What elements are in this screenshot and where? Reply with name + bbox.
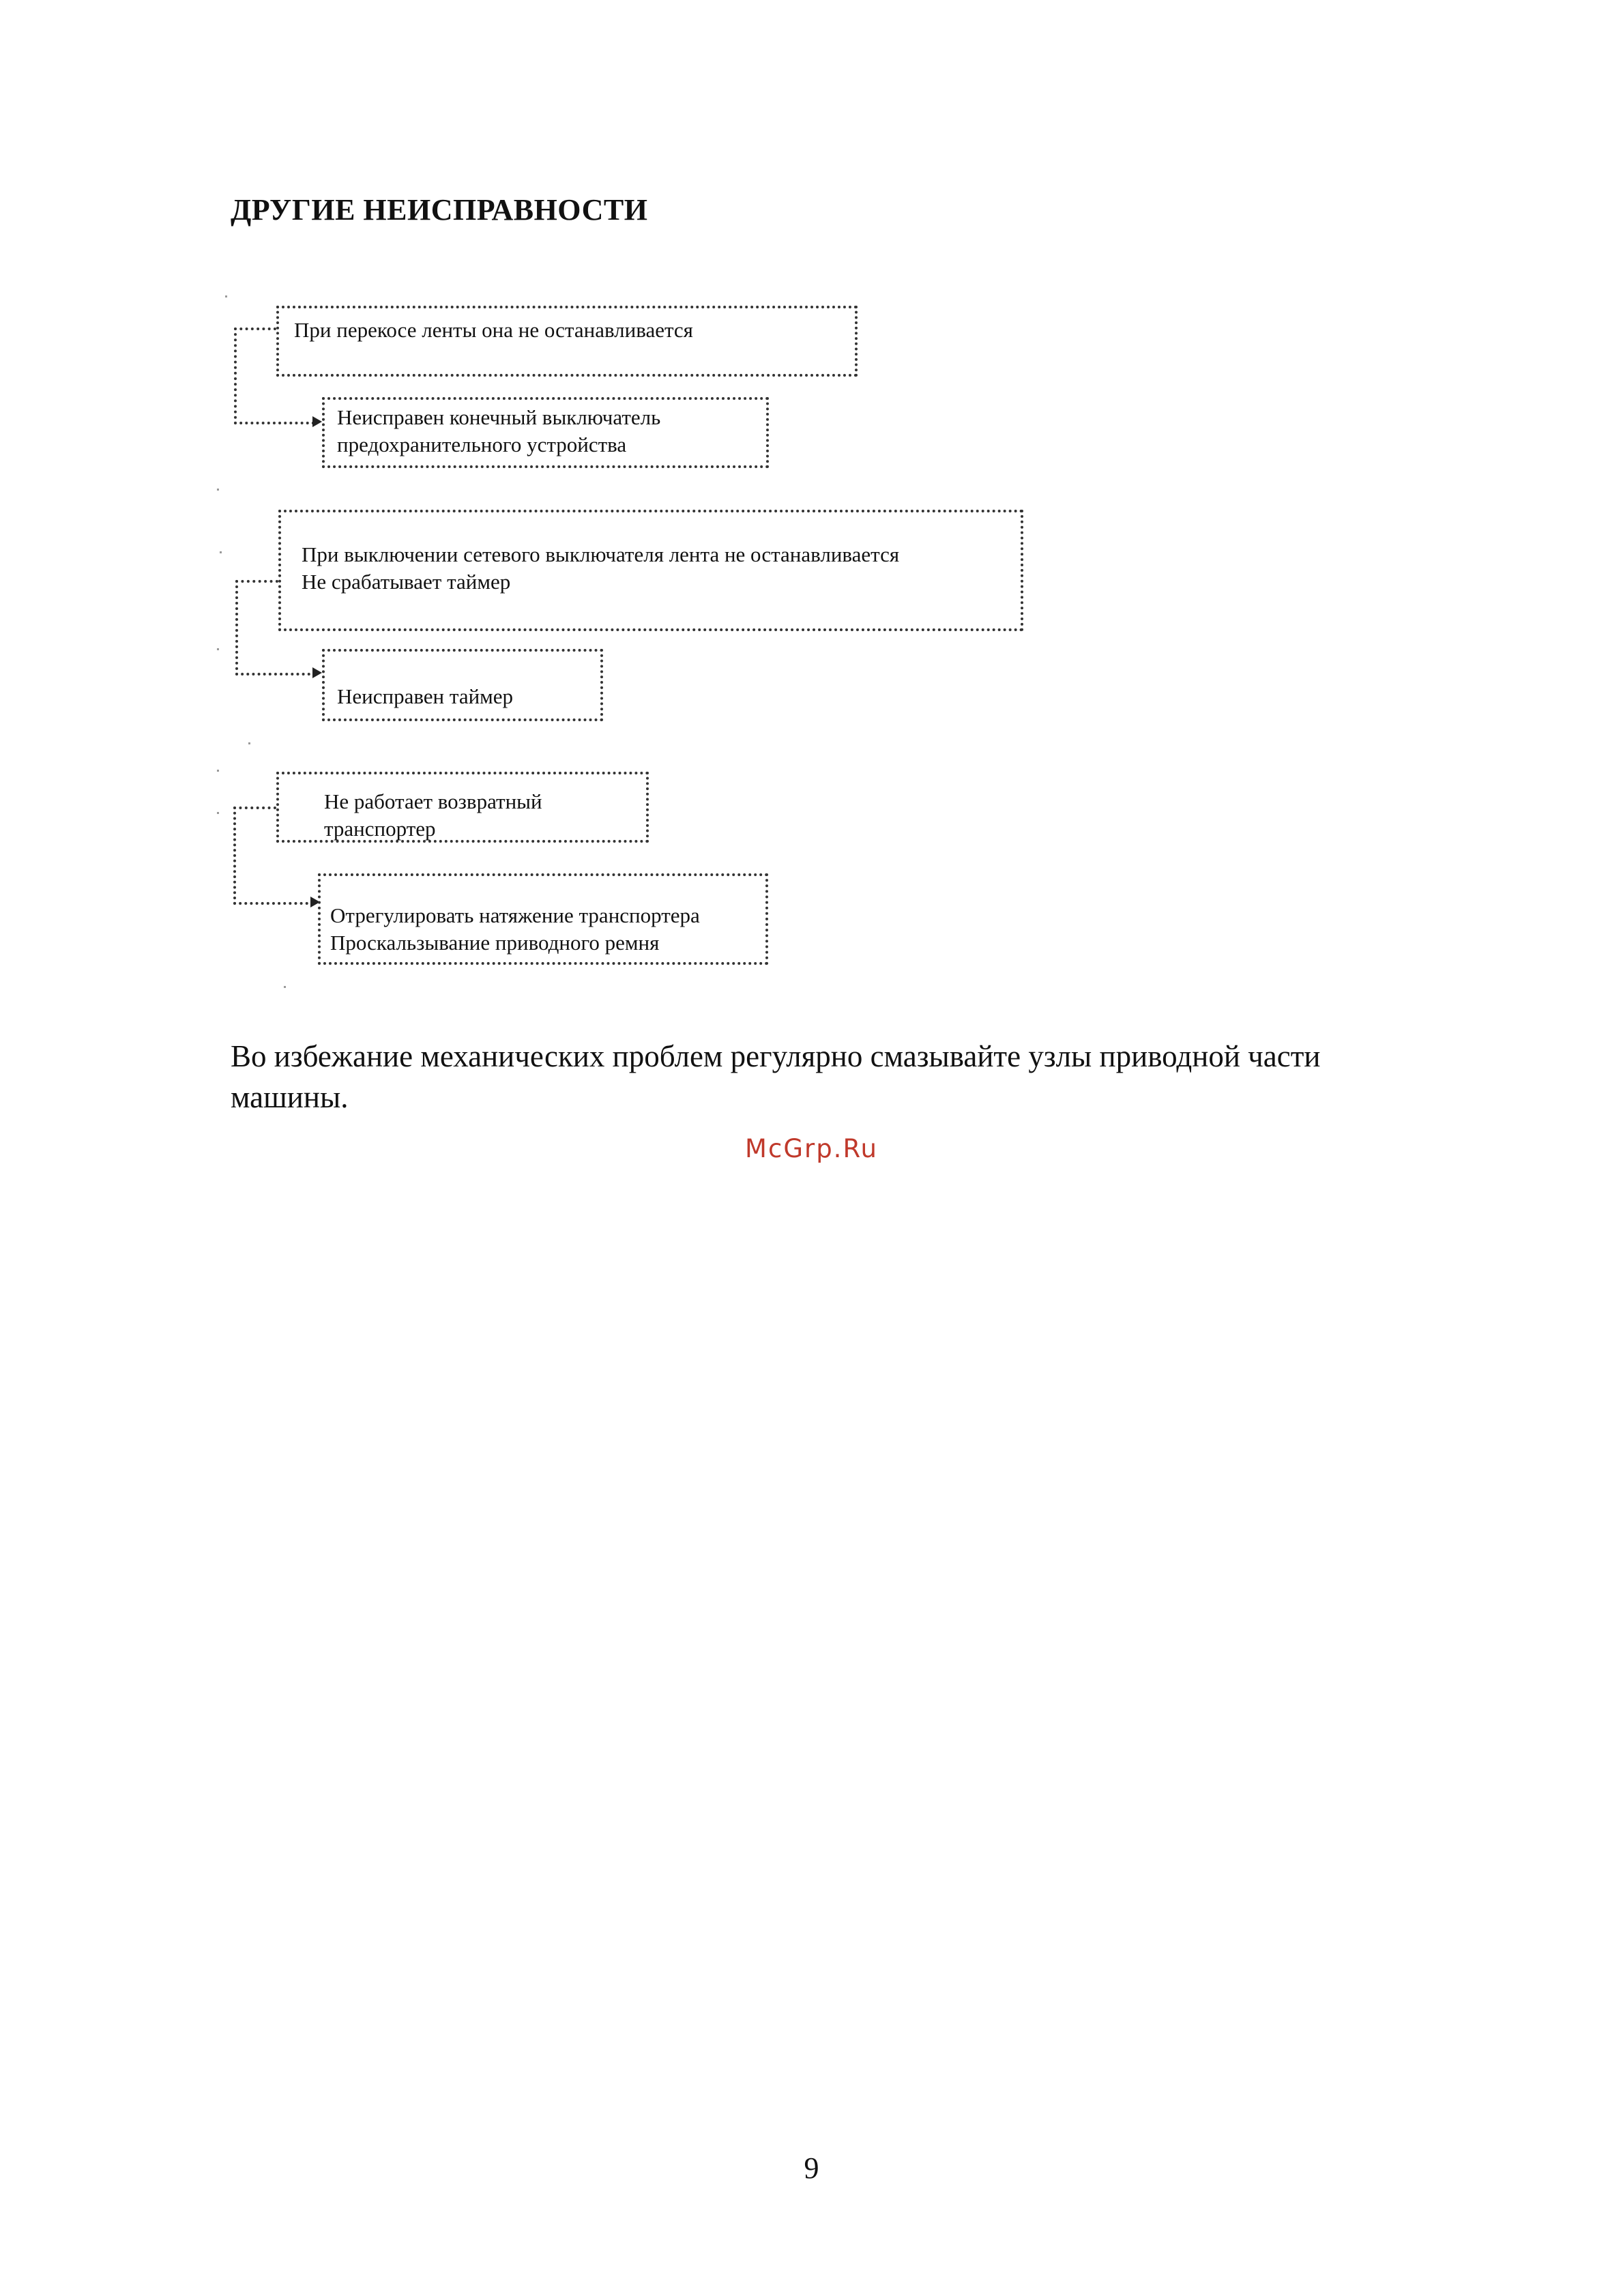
- problem-box-3: [276, 772, 649, 843]
- scan-speck: [225, 295, 227, 297]
- cause-text: Неисправен таймер: [337, 684, 514, 708]
- arrow-icon: [312, 416, 322, 427]
- problem-text: Не работает возвратный: [324, 789, 542, 813]
- cause-text: предохранительного устройства: [337, 433, 627, 456]
- cause-text: Отрегулировать натяжение транспортера: [330, 903, 700, 927]
- connector-stub: [234, 328, 276, 330]
- maintenance-note: Во избежание механических проблем регулярно смазывайте узлы приводной части машины.: [231, 1039, 1321, 1114]
- problem-text: При выключении сетевого выключателя лента не останавливается: [302, 542, 900, 566]
- connector-stub: [235, 580, 278, 583]
- problem-box-1: [276, 306, 858, 377]
- problem-box-2: [278, 510, 1023, 631]
- cause-text: Неисправен конечный выключатель: [337, 405, 661, 429]
- problem-text: Не срабатывает таймер: [302, 570, 511, 594]
- scan-speck: [217, 770, 219, 772]
- problem-text: транспортер: [324, 817, 436, 841]
- arrow-icon: [312, 667, 322, 678]
- page-number: 9: [804, 2151, 819, 2185]
- cause-box-1: [322, 397, 769, 468]
- connector-stub: [233, 806, 276, 809]
- scan-speck: [217, 648, 219, 650]
- problem-text: При перекосе ленты она не останавливается: [294, 318, 693, 342]
- page-title: ДРУГИЕ НЕИСПРАВНОСТИ: [231, 193, 648, 227]
- connector-line: [235, 580, 316, 675]
- connector-line: [233, 806, 314, 905]
- cause-box-2: [322, 649, 603, 721]
- scan-speck: [248, 742, 250, 744]
- watermark: McGrp.Ru: [745, 1134, 878, 1163]
- cause-text: Проскальзывание приводного ремня: [330, 931, 660, 955]
- connector-line: [234, 328, 315, 424]
- scan-speck: [220, 551, 222, 553]
- scan-speck: [217, 489, 219, 491]
- scan-speck: [217, 812, 219, 814]
- cause-box-3: [318, 873, 768, 965]
- scan-speck: [284, 986, 286, 988]
